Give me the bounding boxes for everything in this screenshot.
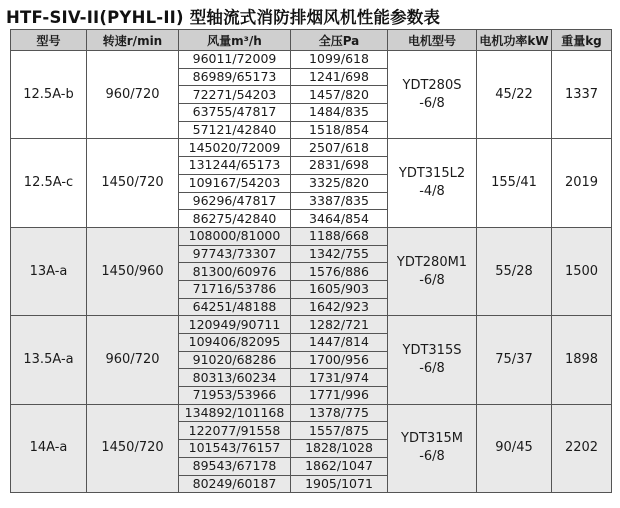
airflow-cell: 109406/82095: [179, 334, 291, 352]
header-airflow: 风量m³/h: [179, 30, 291, 51]
motor-model-line2: -6/8: [419, 272, 445, 288]
weight-cell: 1898: [552, 316, 612, 404]
table-row: [11, 227, 612, 245]
airflow-cell: 96011/72009: [179, 51, 291, 69]
pressure-cell: 2831/698: [291, 157, 388, 175]
pressure-cell: 1642/923: [291, 298, 388, 316]
weight-cell: 1337: [552, 51, 612, 139]
airflow-cell: 89543/67178: [179, 457, 291, 475]
weight-cell: 2202: [552, 404, 612, 492]
motor-cell: [388, 51, 477, 139]
motor-cell: [388, 139, 477, 227]
motor-model-line2: -6/8: [419, 95, 445, 111]
motor-model-line2: -6/8: [419, 449, 445, 465]
motor-cell: [388, 404, 477, 492]
weight-cell: 1500: [552, 227, 612, 315]
pressure-cell: 1700/956: [291, 351, 388, 369]
airflow-cell: 122077/91558: [179, 422, 291, 440]
airflow-cell: 108000/81000: [179, 227, 291, 245]
pressure-cell: 1731/974: [291, 369, 388, 387]
power-cell: 45/22: [477, 51, 552, 139]
airflow-cell: 71716/53786: [179, 280, 291, 298]
airflow-cell: 96296/47817: [179, 192, 291, 210]
pressure-cell: 3325/820: [291, 174, 388, 192]
power-cell: 75/37: [477, 316, 552, 404]
airflow-cell: 91020/68286: [179, 351, 291, 369]
header-weight: 重量kg: [552, 30, 612, 51]
airflow-cell: 81300/60976: [179, 263, 291, 281]
pressure-cell: 2507/618: [291, 139, 388, 157]
power-cell: 55/28: [477, 227, 552, 315]
pressure-cell: 1457/820: [291, 86, 388, 104]
weight-cell: 2019: [552, 139, 612, 227]
airflow-cell: 131244/65173: [179, 157, 291, 175]
header-model: 型号: [11, 30, 87, 51]
table-row: [11, 404, 612, 422]
pressure-cell: 1099/618: [291, 51, 388, 69]
header-pressure: 全压Pa: [291, 30, 388, 51]
pressure-cell: 1828/1028: [291, 440, 388, 458]
airflow-cell: 97743/73307: [179, 245, 291, 263]
motor-model-line2: -6/8: [419, 361, 445, 377]
power-cell: 90/45: [477, 404, 552, 492]
pressure-cell: 1188/668: [291, 227, 388, 245]
pressure-cell: 1484/835: [291, 104, 388, 122]
model-cell: 13.5A-a: [11, 316, 87, 404]
speed-cell: 1450/720: [87, 139, 179, 227]
airflow-cell: 101543/76157: [179, 440, 291, 458]
pressure-cell: 1557/875: [291, 422, 388, 440]
airflow-cell: 145020/72009: [179, 139, 291, 157]
header-speed: 转速r/min: [87, 30, 179, 51]
airflow-cell: 120949/90711: [179, 316, 291, 334]
airflow-cell: 86275/42840: [179, 210, 291, 228]
airflow-cell: 63755/47817: [179, 104, 291, 122]
pressure-cell: 1241/698: [291, 68, 388, 86]
pressure-cell: 1905/1071: [291, 475, 388, 493]
motor-model-line1: YDT315L2: [398, 166, 466, 182]
pressure-cell: 1862/1047: [291, 457, 388, 475]
speed-cell: 960/720: [87, 51, 179, 139]
motor-model-line1: YDT315M: [401, 431, 463, 447]
motor-cell: [388, 227, 477, 315]
table-row: [11, 139, 612, 157]
airflow-cell: 57121/42840: [179, 121, 291, 139]
pressure-cell: 1576/886: [291, 263, 388, 281]
pressure-cell: 1518/854: [291, 121, 388, 139]
pressure-cell: 1282/721: [291, 316, 388, 334]
model-cell: 13A-a: [11, 227, 87, 315]
model-cell: 12.5A-b: [11, 51, 87, 139]
header-motor: 电机型号: [388, 30, 477, 51]
motor-model-line1: YDT280M1: [396, 254, 468, 270]
pressure-cell: 3464/854: [291, 210, 388, 228]
model-cell: 12.5A-c: [11, 139, 87, 227]
fan-performance-table: [10, 29, 612, 493]
model-cell: 14A-a: [11, 404, 87, 492]
header-power: 电机功率kW: [477, 30, 552, 51]
motor-cell: [388, 316, 477, 404]
speed-cell: 960/720: [87, 316, 179, 404]
airflow-cell: 80249/60187: [179, 475, 291, 493]
table-row: [11, 51, 612, 69]
table-body: [11, 51, 612, 493]
header-row: [11, 30, 612, 51]
airflow-cell: 86989/65173: [179, 68, 291, 86]
motor-model-line2: -4/8: [419, 184, 445, 200]
page-title: HTF-SIV-II(PYHL-II) 型轴流式消防排烟风机性能参数表: [6, 8, 441, 27]
airflow-cell: 64251/48188: [179, 298, 291, 316]
pressure-cell: 3387/835: [291, 192, 388, 210]
pressure-cell: 1342/755: [291, 245, 388, 263]
table-row: [11, 316, 612, 334]
speed-cell: 1450/720: [87, 404, 179, 492]
airflow-cell: 72271/54203: [179, 86, 291, 104]
airflow-cell: 80313/60234: [179, 369, 291, 387]
speed-cell: 1450/960: [87, 227, 179, 315]
pressure-cell: 1771/996: [291, 387, 388, 405]
pressure-cell: 1378/775: [291, 404, 388, 422]
pressure-cell: 1447/814: [291, 334, 388, 352]
airflow-cell: 109167/54203: [179, 174, 291, 192]
airflow-cell: 71953/53966: [179, 387, 291, 405]
motor-model-line1: YDT315S: [402, 343, 462, 359]
pressure-cell: 1605/903: [291, 280, 388, 298]
motor-model-line1: YDT280S: [402, 77, 462, 93]
airflow-cell: 134892/101168: [179, 404, 291, 422]
power-cell: 155/41: [477, 139, 552, 227]
